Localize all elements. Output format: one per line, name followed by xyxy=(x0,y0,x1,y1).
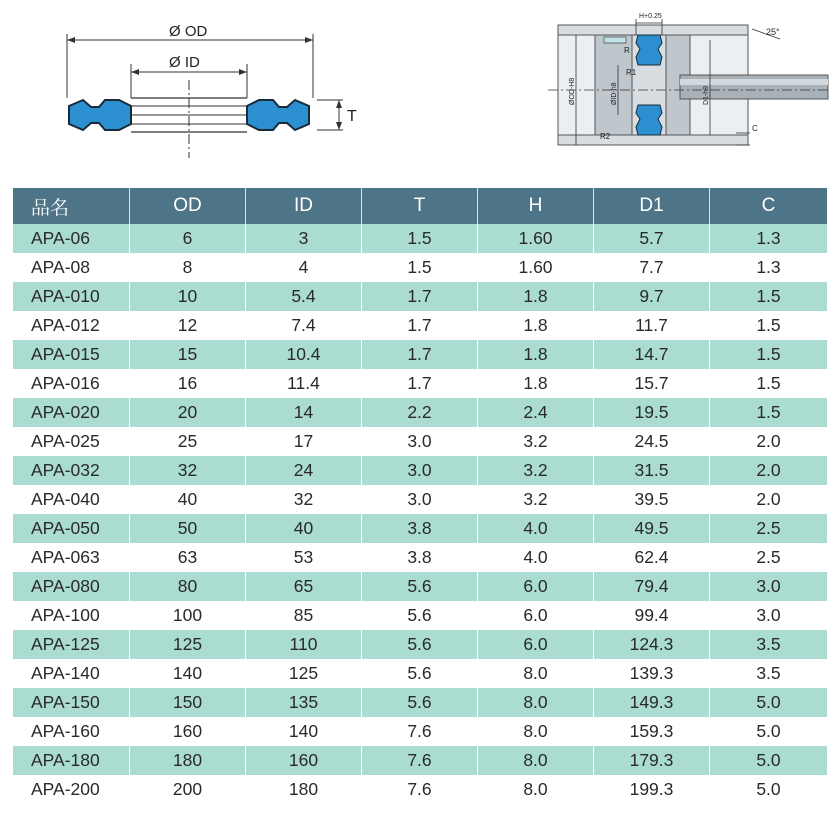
cell-c: 2.5 xyxy=(710,514,827,543)
cell-product-name: APA-08 xyxy=(13,253,130,282)
cell-t: 1.5 xyxy=(362,253,478,282)
table-row xyxy=(13,485,827,514)
cell-od: 16 xyxy=(130,369,246,398)
cell-d1: 199.3 xyxy=(594,775,710,804)
cell-h: 1.8 xyxy=(478,282,594,311)
cell-od: 32 xyxy=(130,456,246,485)
cell-c: 1.5 xyxy=(710,282,827,311)
r2-label: R2 xyxy=(600,132,611,141)
cell-product-name: APA-140 xyxy=(13,659,130,688)
cell-od: 150 xyxy=(130,688,246,717)
cell-h: 2.4 xyxy=(478,398,594,427)
table-row xyxy=(13,688,827,717)
cell-d1: 9.7 xyxy=(594,282,710,311)
cell-t: 5.6 xyxy=(362,572,478,601)
d1-tol-label: D1-h9 xyxy=(703,85,710,105)
cell-od: 8 xyxy=(130,253,246,282)
cell-t: 3.8 xyxy=(362,543,478,572)
cell-h: 1.8 xyxy=(478,340,594,369)
id-label: Ø ID xyxy=(169,54,200,71)
cell-od: 140 xyxy=(130,659,246,688)
cell-d1: 79.4 xyxy=(594,572,710,601)
cell-c: 5.0 xyxy=(710,717,827,746)
cell-h: 3.2 xyxy=(478,456,594,485)
cell-id: 85 xyxy=(246,601,362,630)
cell-product-name: APA-016 xyxy=(13,369,130,398)
cell-d1: 149.3 xyxy=(594,688,710,717)
t-label: T xyxy=(347,108,357,125)
cell-id: 17 xyxy=(246,427,362,456)
cell-d1: 14.7 xyxy=(594,340,710,369)
table-row xyxy=(13,572,827,601)
cell-product-name: APA-063 xyxy=(13,543,130,572)
cell-id: 160 xyxy=(246,746,362,775)
cell-od: 63 xyxy=(130,543,246,572)
h-label: H+0.25 xyxy=(639,13,662,20)
cell-t: 2.2 xyxy=(362,398,478,427)
cell-t: 1.5 xyxy=(362,224,478,253)
cell-id: 32 xyxy=(246,485,362,514)
table-row xyxy=(13,427,827,456)
cell-d1: 11.7 xyxy=(594,311,710,340)
cell-od: 100 xyxy=(130,601,246,630)
cell-id: 11.4 xyxy=(246,369,362,398)
cell-od: 25 xyxy=(130,427,246,456)
cell-t: 1.7 xyxy=(362,340,478,369)
table-row xyxy=(13,224,827,253)
cell-h: 8.0 xyxy=(478,775,594,804)
cell-c: 3.0 xyxy=(710,572,827,601)
cell-od: 40 xyxy=(130,485,246,514)
cell-t: 7.6 xyxy=(362,746,478,775)
header-t: T xyxy=(362,188,478,224)
cell-id: 14 xyxy=(246,398,362,427)
cell-d1: 99.4 xyxy=(594,601,710,630)
cell-product-name: APA-100 xyxy=(13,601,130,630)
cell-od: 180 xyxy=(130,746,246,775)
seal-section-diagram xyxy=(55,20,375,165)
cell-h: 6.0 xyxy=(478,601,594,630)
cell-h: 1.60 xyxy=(478,224,594,253)
cell-c: 3.5 xyxy=(710,659,827,688)
cell-h: 6.0 xyxy=(478,572,594,601)
cell-product-name: APA-032 xyxy=(13,456,130,485)
cell-product-name: APA-010 xyxy=(13,282,130,311)
cell-h: 3.2 xyxy=(478,485,594,514)
cell-d1: 62.4 xyxy=(594,543,710,572)
cell-id: 140 xyxy=(246,717,362,746)
cell-t: 5.6 xyxy=(362,601,478,630)
cell-d1: 5.7 xyxy=(594,224,710,253)
c-label: C xyxy=(752,124,758,133)
cell-product-name: APA-025 xyxy=(13,427,130,456)
cell-od: 160 xyxy=(130,717,246,746)
cell-c: 2.0 xyxy=(710,456,827,485)
cell-product-name: APA-015 xyxy=(13,340,130,369)
cell-d1: 15.7 xyxy=(594,369,710,398)
cell-t: 3.0 xyxy=(362,485,478,514)
cell-id: 10.4 xyxy=(246,340,362,369)
table-row xyxy=(13,282,827,311)
cell-c: 1.3 xyxy=(710,253,827,282)
cell-t: 7.6 xyxy=(362,775,478,804)
cell-d1: 31.5 xyxy=(594,456,710,485)
table-row xyxy=(13,398,827,427)
table-row xyxy=(13,253,827,282)
table-row xyxy=(13,456,827,485)
r1-label: R1 xyxy=(626,68,637,77)
cell-t: 5.6 xyxy=(362,630,478,659)
cell-product-name: APA-180 xyxy=(13,746,130,775)
cell-d1: 24.5 xyxy=(594,427,710,456)
cell-c: 1.3 xyxy=(710,224,827,253)
cell-h: 1.8 xyxy=(478,369,594,398)
r-label: R xyxy=(624,46,630,55)
cell-d1: 39.5 xyxy=(594,485,710,514)
header-h: H xyxy=(478,188,594,224)
cell-h: 1.8 xyxy=(478,311,594,340)
cell-product-name: APA-040 xyxy=(13,485,130,514)
header-product-name: 品名 xyxy=(13,188,130,224)
cell-h: 8.0 xyxy=(478,717,594,746)
cell-c: 3.5 xyxy=(710,630,827,659)
od-tol-label: ØOD-H8 xyxy=(569,77,576,105)
cell-d1: 159.3 xyxy=(594,717,710,746)
cell-t: 1.7 xyxy=(362,311,478,340)
cell-t: 5.6 xyxy=(362,688,478,717)
cell-id: 3 xyxy=(246,224,362,253)
cell-id: 125 xyxy=(246,659,362,688)
table-row xyxy=(13,717,827,746)
cell-product-name: APA-080 xyxy=(13,572,130,601)
cell-product-name: APA-150 xyxy=(13,688,130,717)
cell-product-name: APA-125 xyxy=(13,630,130,659)
table-row xyxy=(13,543,827,572)
cell-d1: 7.7 xyxy=(594,253,710,282)
cell-t: 5.6 xyxy=(362,659,478,688)
id-tol-label: ØID-h8 xyxy=(611,82,618,105)
table-row xyxy=(13,775,827,804)
od-label: Ø OD xyxy=(169,23,208,40)
cell-od: 12 xyxy=(130,311,246,340)
header-od: OD xyxy=(130,188,246,224)
cell-h: 8.0 xyxy=(478,688,594,717)
cell-id: 180 xyxy=(246,775,362,804)
cell-c: 2.0 xyxy=(710,485,827,514)
seal-spec-table xyxy=(13,188,827,804)
angle-label: 25° xyxy=(766,27,780,37)
cell-c: 1.5 xyxy=(710,340,827,369)
cell-c: 5.0 xyxy=(710,688,827,717)
cell-product-name: APA-050 xyxy=(13,514,130,543)
cell-od: 10 xyxy=(130,282,246,311)
cell-c: 1.5 xyxy=(710,311,827,340)
header-c: C xyxy=(710,188,827,224)
cell-c: 2.0 xyxy=(710,427,827,456)
cell-t: 3.0 xyxy=(362,456,478,485)
cell-d1: 124.3 xyxy=(594,630,710,659)
cell-c: 2.5 xyxy=(710,543,827,572)
cell-t: 7.6 xyxy=(362,717,478,746)
cell-id: 7.4 xyxy=(246,311,362,340)
cell-h: 1.60 xyxy=(478,253,594,282)
cell-c: 5.0 xyxy=(710,775,827,804)
cell-h: 3.2 xyxy=(478,427,594,456)
cell-id: 65 xyxy=(246,572,362,601)
cell-od: 200 xyxy=(130,775,246,804)
table-row xyxy=(13,340,827,369)
table-row xyxy=(13,630,827,659)
cell-id: 110 xyxy=(246,630,362,659)
cell-product-name: APA-012 xyxy=(13,311,130,340)
installation-diagram xyxy=(540,5,830,165)
table-row xyxy=(13,514,827,543)
cell-id: 135 xyxy=(246,688,362,717)
cell-id: 40 xyxy=(246,514,362,543)
table-row xyxy=(13,369,827,398)
cell-id: 53 xyxy=(246,543,362,572)
cell-h: 4.0 xyxy=(478,543,594,572)
cell-h: 6.0 xyxy=(478,630,594,659)
cell-product-name: APA-200 xyxy=(13,775,130,804)
cell-c: 3.0 xyxy=(710,601,827,630)
cell-product-name: APA-020 xyxy=(13,398,130,427)
cell-c: 1.5 xyxy=(710,398,827,427)
cell-t: 1.7 xyxy=(362,369,478,398)
cell-d1: 139.3 xyxy=(594,659,710,688)
cell-od: 20 xyxy=(130,398,246,427)
cell-h: 8.0 xyxy=(478,659,594,688)
table-row xyxy=(13,601,827,630)
cell-product-name: APA-160 xyxy=(13,717,130,746)
table-header-row xyxy=(13,188,827,224)
cell-id: 24 xyxy=(246,456,362,485)
cell-t: 1.7 xyxy=(362,282,478,311)
cell-h: 8.0 xyxy=(478,746,594,775)
cell-t: 3.8 xyxy=(362,514,478,543)
cell-c: 5.0 xyxy=(710,746,827,775)
cell-od: 15 xyxy=(130,340,246,369)
cell-h: 4.0 xyxy=(478,514,594,543)
cell-od: 50 xyxy=(130,514,246,543)
header-d1: D1 xyxy=(594,188,710,224)
cell-od: 80 xyxy=(130,572,246,601)
table-row xyxy=(13,659,827,688)
table-row xyxy=(13,746,827,775)
cell-d1: 179.3 xyxy=(594,746,710,775)
header-id: ID xyxy=(246,188,362,224)
cell-t: 3.0 xyxy=(362,427,478,456)
cell-d1: 49.5 xyxy=(594,514,710,543)
cell-od: 125 xyxy=(130,630,246,659)
table-row xyxy=(13,311,827,340)
cell-product-name: APA-06 xyxy=(13,224,130,253)
cell-c: 1.5 xyxy=(710,369,827,398)
cell-id: 5.4 xyxy=(246,282,362,311)
cell-od: 6 xyxy=(130,224,246,253)
cell-d1: 19.5 xyxy=(594,398,710,427)
cell-id: 4 xyxy=(246,253,362,282)
